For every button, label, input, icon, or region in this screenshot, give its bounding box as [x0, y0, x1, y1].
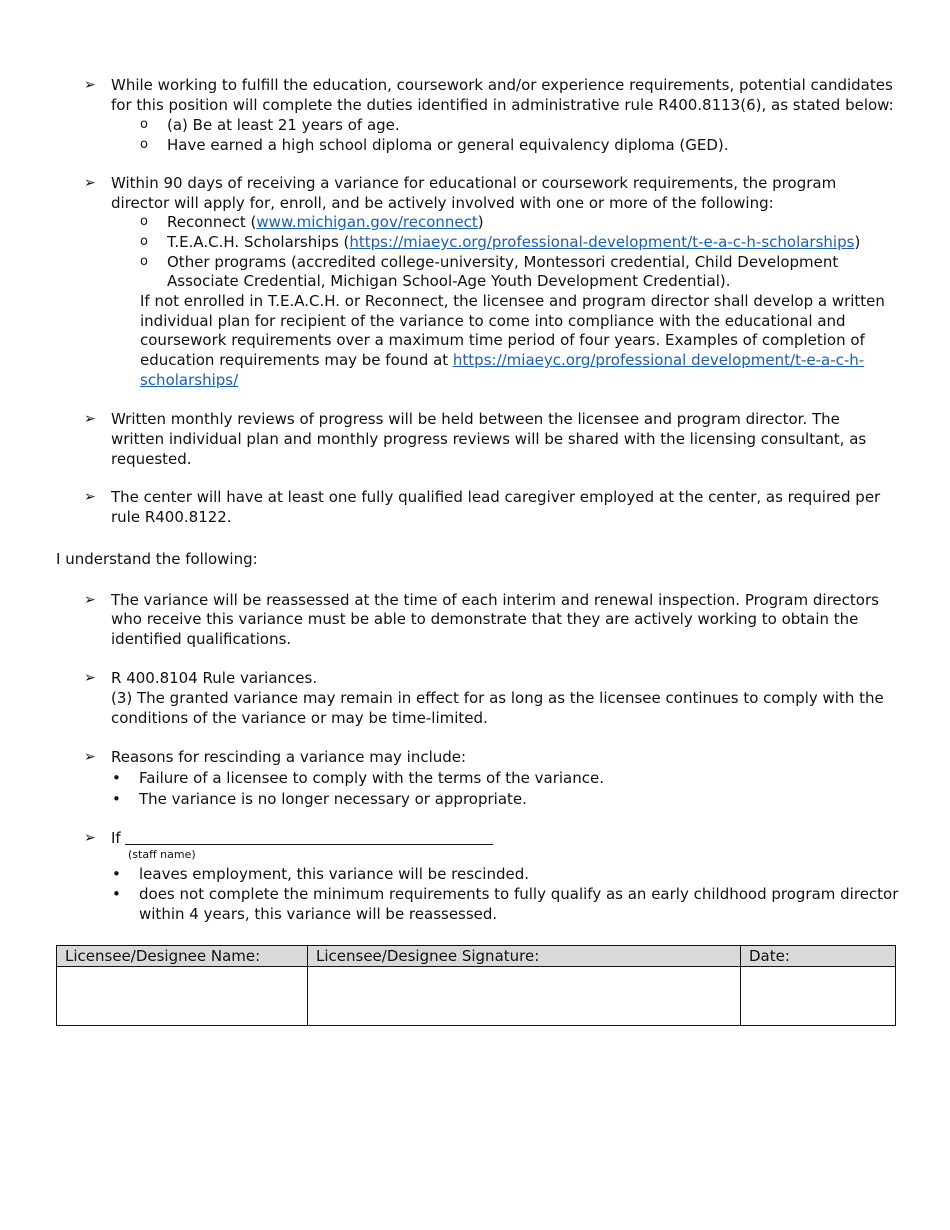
s2-teach-item	[167, 232, 860, 252]
arrow-bullet-icon: ➢	[84, 77, 96, 93]
s2-para-line-3: coursework requirements over a maximum time period of four years. Examples of completion of	[140, 331, 865, 349]
s1-subitem-1: (a) Be at least 21 years of age.	[167, 116, 400, 134]
s5-line-3: identified qualifications.	[111, 630, 292, 648]
s2-para-line-4	[140, 350, 864, 370]
s2-other-line-2: Associate Credential, Michigan School-Age Youth Development Credential).	[167, 272, 731, 290]
s8-if-line	[111, 828, 493, 848]
arrow-bullet-icon: ➢	[84, 749, 96, 765]
s5-line-2: who receive this variance must be able to demonstrate that they are actively working to obtain the	[111, 610, 859, 628]
understand-heading: I understand the following:	[56, 550, 258, 568]
signature-table	[56, 945, 896, 1026]
licensee-signature-cell[interactable]	[308, 967, 741, 1026]
licensee-name-header: Licensee/Designee Name:	[57, 946, 308, 967]
s2-line-1: Within 90 days of receiving a variance for educational or coursework requirements, the program	[111, 174, 837, 192]
reconnect-label: Reconnect (	[167, 213, 257, 231]
round-bullet-icon: •	[112, 865, 121, 883]
s4-line-1: The center will have at least one fully qualified lead caregiver employed at the center, as required per	[111, 488, 881, 506]
teach-label: T.E.A.C.H. Scholarships (	[167, 233, 350, 251]
examples-link-cont[interactable]: scholarships/	[140, 371, 239, 389]
round-bullet-icon: •	[112, 885, 121, 903]
s2-para-line-1: If not enrolled in T.E.A.C.H. or Reconnect, the licensee and program director shall develop a written	[140, 292, 885, 310]
if-text: If	[111, 829, 121, 847]
arrow-bullet-icon: ➢	[84, 489, 96, 505]
arrow-bullet-icon: ➢	[84, 670, 96, 686]
s7-bullet-2: The variance is no longer necessary or appropriate.	[139, 790, 527, 808]
s3-line-3: requested.	[111, 450, 192, 468]
s2-line-2: director will apply for, enroll, and be actively involved with one or more of the following:	[111, 194, 774, 212]
date-header: Date:	[741, 946, 896, 967]
arrow-bullet-icon: ➢	[84, 830, 96, 846]
s2-para-line-5	[140, 370, 238, 390]
staff-name-blank[interactable]	[125, 830, 493, 845]
s6-line-1: R 400.8104 Rule variances.	[111, 669, 318, 687]
s2-reconnect-item	[167, 212, 484, 232]
s2-other-line-1: Other programs (accredited college-university, Montessori credential, Child Development	[167, 253, 839, 271]
s2-para-line-2: individual plan for recipient of the variance to come into compliance with the educational and	[140, 312, 846, 330]
staff-name-label: (staff name)	[128, 848, 196, 861]
teach-link[interactable]: https://miaeyc.org/professional-development/t-e-a-c-h-scholarships	[349, 233, 855, 251]
s1-line-2: for this position will complete the duties identified in administrative rule R400.8113(6), as stated below:	[111, 96, 894, 114]
table-row	[57, 967, 896, 1026]
circle-bullet-icon: o	[140, 214, 148, 229]
s7-bullet-1: Failure of a licensee to comply with the terms of the variance.	[139, 769, 604, 787]
circle-bullet-icon: o	[140, 254, 148, 269]
date-cell[interactable]	[741, 967, 896, 1026]
s8-bullet-2-line-2: within 4 years, this variance will be reassessed.	[139, 905, 498, 923]
round-bullet-icon: •	[112, 790, 121, 808]
s6-line-2: (3) The granted variance may remain in effect for as long as the licensee continues to comply with the	[111, 689, 884, 707]
reconnect-close: )	[477, 213, 484, 231]
teach-close: )	[854, 233, 861, 251]
s4-line-2: rule R400.8122.	[111, 508, 232, 526]
circle-bullet-icon: o	[140, 137, 148, 152]
arrow-bullet-icon: ➢	[84, 592, 96, 608]
arrow-bullet-icon: ➢	[84, 411, 96, 427]
reconnect-link[interactable]: www.michigan.gov/reconnect	[256, 213, 478, 231]
arrow-bullet-icon: ➢	[84, 175, 96, 191]
s5-line-1: The variance will be reassessed at the time of each interim and renewal inspection. Program directors	[111, 591, 879, 609]
s7-line: Reasons for rescinding a variance may include:	[111, 748, 467, 766]
s3-line-1: Written monthly reviews of progress will be held between the licensee and program director. The	[111, 410, 840, 428]
table-header-row	[57, 946, 896, 967]
s6-line-3: conditions of the variance or may be time-limited.	[111, 709, 488, 727]
round-bullet-icon: •	[112, 769, 121, 787]
examples-link[interactable]: https://miaeyc.org/professional development/t-e-a-c-h-	[452, 351, 865, 369]
s1-line-1: While working to fulfill the education, coursework and/or experience requirements, potential candidates	[111, 76, 893, 94]
s8-bullet-2-line-1: does not complete the minimum requirements to fully qualify as an early childhood program director	[139, 885, 899, 903]
licensee-name-cell[interactable]	[57, 967, 308, 1026]
circle-bullet-icon: o	[140, 117, 148, 132]
s8-bullet-1: leaves employment, this variance will be rescinded.	[139, 865, 530, 883]
examples-text: education requirements may be found at	[140, 351, 453, 369]
s1-subitem-2: Have earned a high school diploma or general equivalency diploma (GED).	[167, 136, 729, 154]
licensee-signature-header: Licensee/Designee Signature:	[308, 946, 741, 967]
s3-line-2: written individual plan and monthly progress reviews will be shared with the licensing consultant, as	[111, 430, 867, 448]
circle-bullet-icon: o	[140, 234, 148, 249]
